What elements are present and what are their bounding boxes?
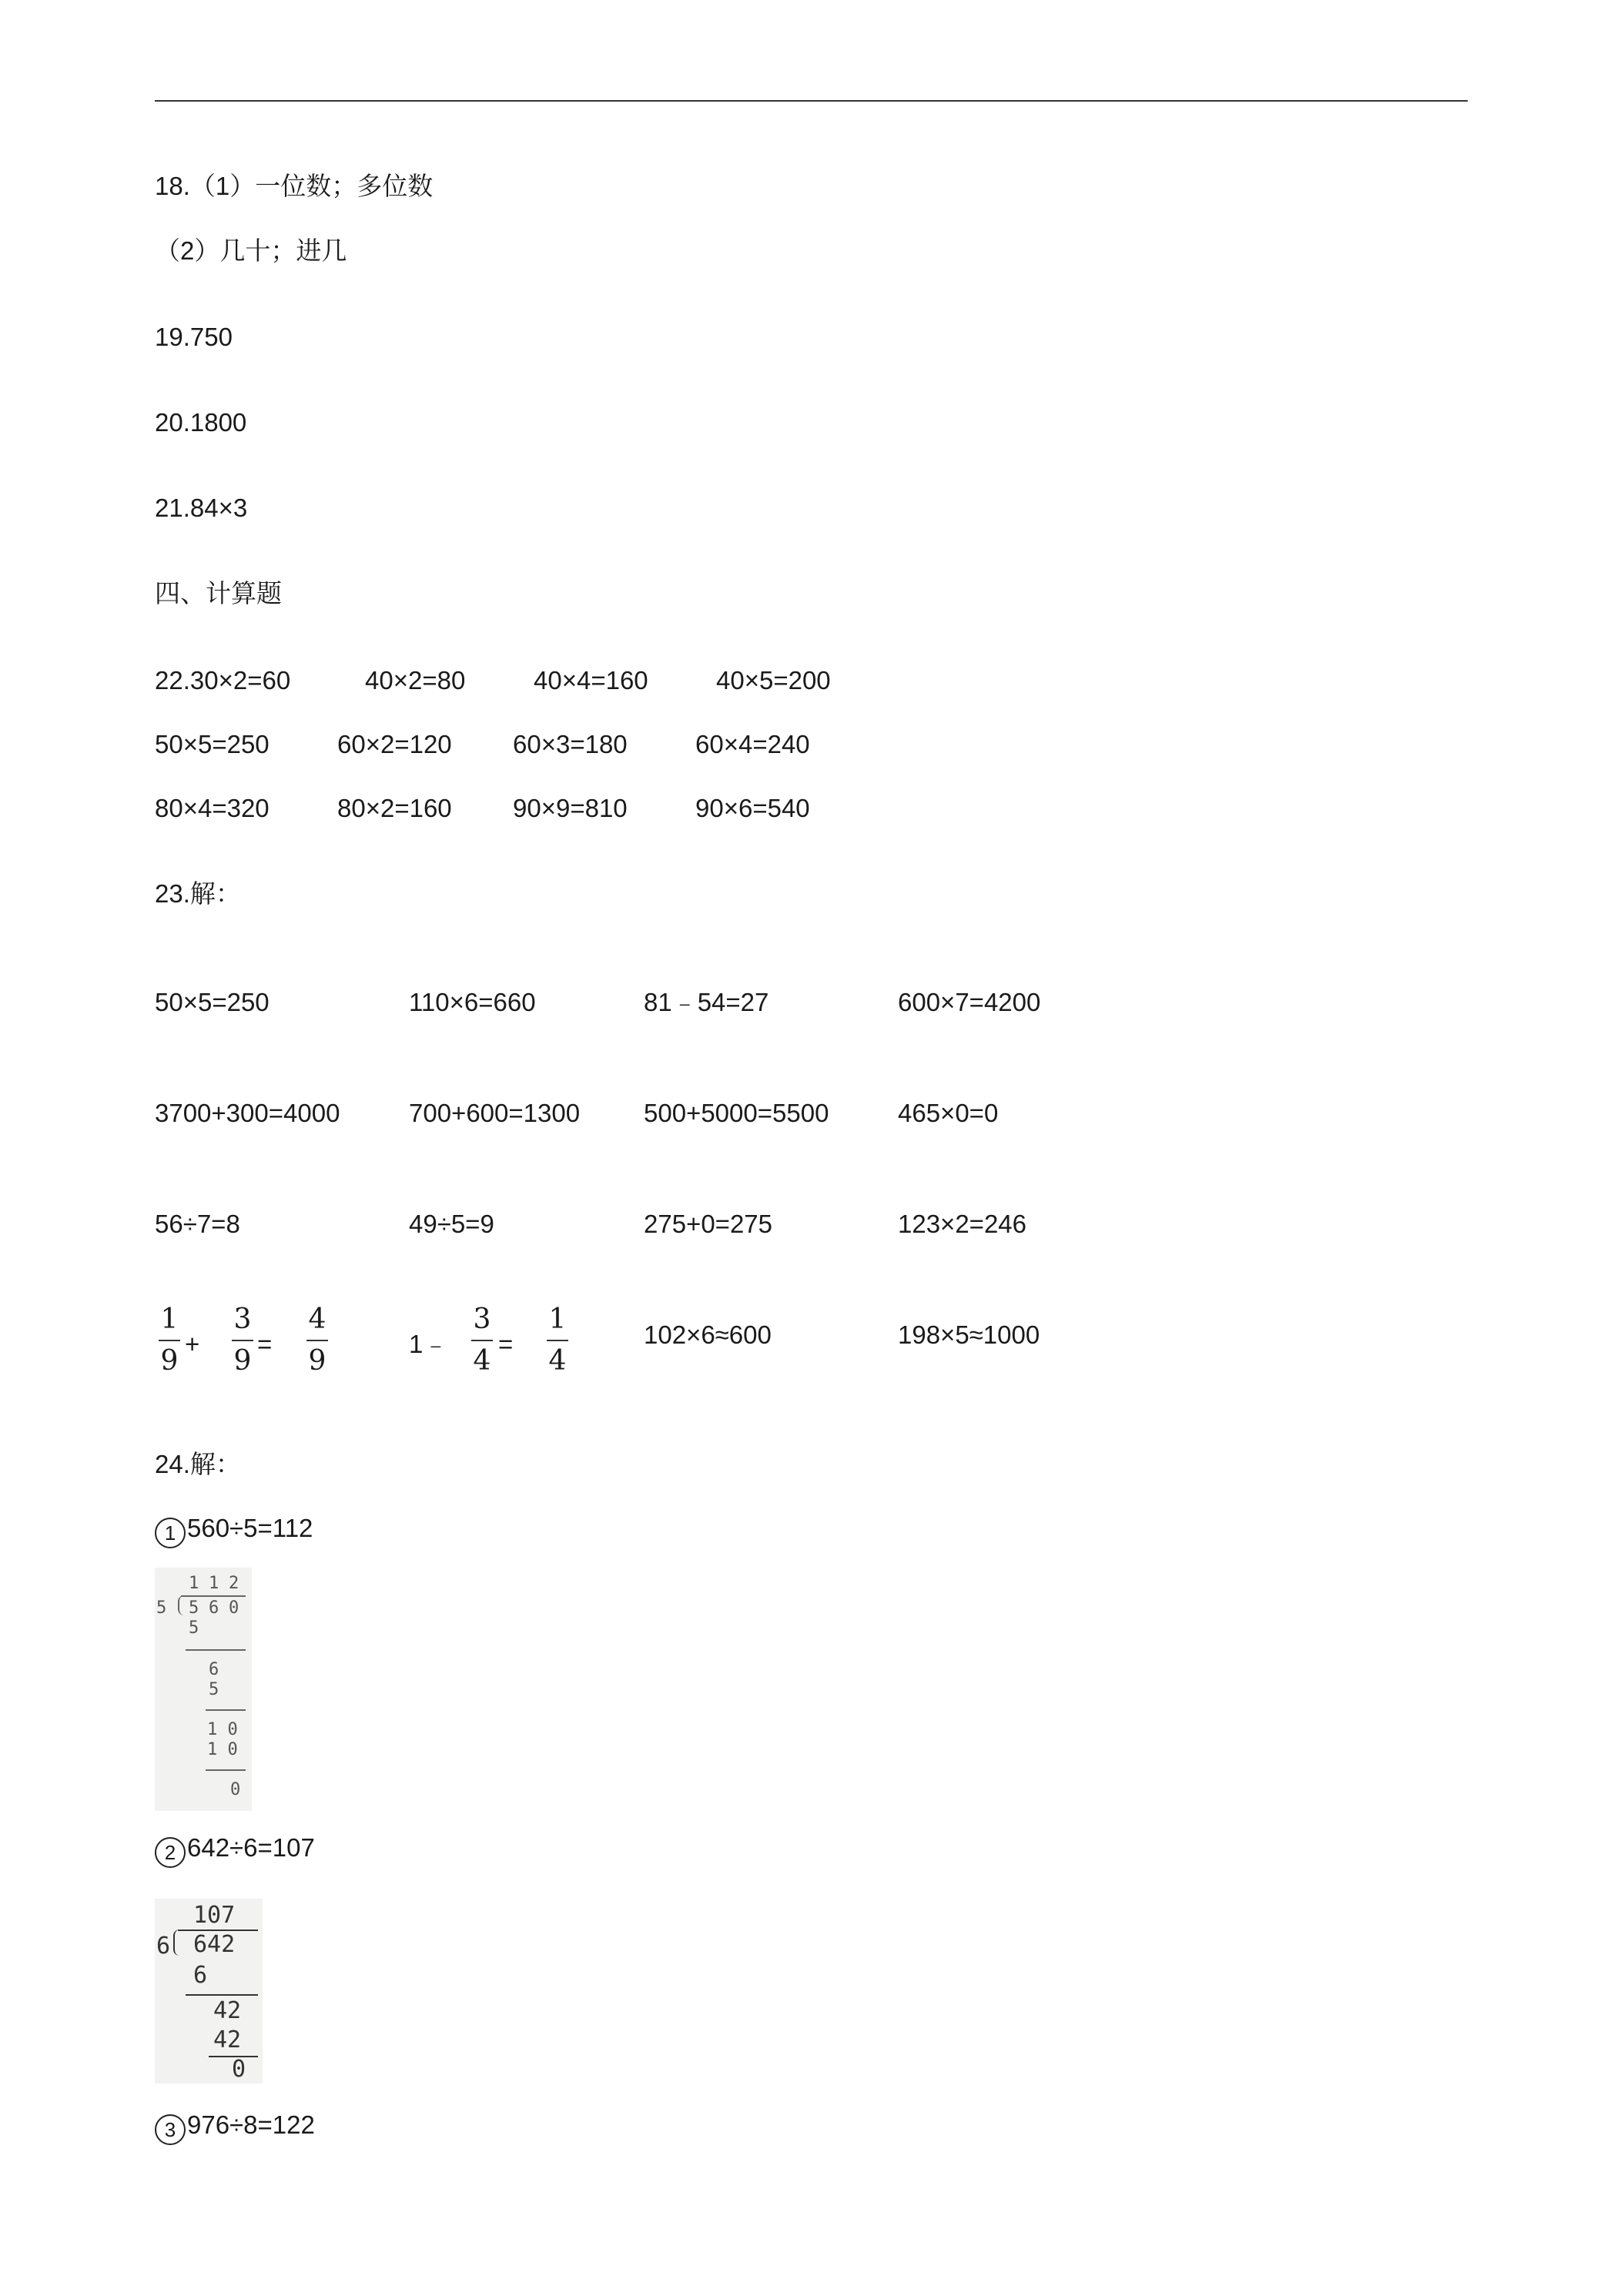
q23-cell: 123×2=246	[898, 1210, 1027, 1238]
q22-cell: 60×4=240	[695, 730, 810, 758]
fraction-numerator: 3	[233, 1304, 252, 1335]
fraction	[232, 1304, 253, 1378]
fraction-denominator: 4	[473, 1345, 491, 1377]
q22-cell: 60×2=120	[337, 730, 452, 758]
dividend: 642	[193, 1931, 236, 1958]
fraction-denominator: 9	[233, 1345, 252, 1377]
step-value: 5	[189, 1618, 199, 1638]
q22-cell: 60×3=180	[513, 730, 628, 758]
dividend-digit: 5	[189, 1598, 199, 1618]
fraction-bar	[232, 1340, 253, 1341]
q23-cell: 49÷5=9	[409, 1210, 494, 1238]
q22-cell: 40×2=80	[365, 666, 466, 694]
division-bracket	[173, 1930, 181, 1956]
dividend-digit: 0	[229, 1598, 239, 1618]
step-line	[206, 1709, 246, 1711]
fraction-denominator: 4	[548, 1345, 567, 1377]
quotient-digit: 2	[229, 1574, 239, 1593]
step-line	[186, 1994, 258, 1996]
fraction-numerator: 3	[473, 1304, 491, 1335]
fraction-numerator: 1	[548, 1304, 567, 1335]
q23-cell: 102×6≈600	[644, 1320, 772, 1349]
divisor: 6	[156, 1933, 171, 1960]
q23-cell: 275+0=275	[644, 1210, 773, 1238]
remainder: 0	[232, 2056, 246, 2083]
divisor: 5	[156, 1598, 167, 1618]
header-rule	[155, 100, 1468, 102]
remainder: 0	[230, 1780, 241, 1799]
q24-item-1	[155, 1513, 313, 1548]
step-line	[206, 1769, 246, 1771]
q23-cell: 3700+300=4000	[155, 1099, 340, 1127]
step-value: 6	[209, 1660, 219, 1679]
fraction-bar	[306, 1340, 328, 1341]
fraction-denominator: 9	[308, 1345, 326, 1377]
q22-cell: 50×5=250	[155, 730, 270, 758]
step-value: 5	[209, 1680, 219, 1699]
q23-cell: 81﹣54=27	[644, 988, 769, 1016]
q23-cell: 700+600=1300	[409, 1099, 581, 1127]
step-value: 42	[213, 2027, 242, 2053]
fraction-bar	[547, 1340, 568, 1341]
q22-cell: 90×9=810	[513, 794, 628, 822]
quotient-digit: 1	[189, 1574, 199, 1593]
q22-cell: 22.30×2=60	[155, 666, 291, 694]
equals-sign: =	[498, 1330, 514, 1358]
q24-item-3	[155, 2110, 315, 2145]
q24-item-text: 642÷6=107	[187, 1833, 315, 1862]
answer-19: 19.750	[155, 323, 233, 351]
q23-cell: 56÷7=8	[155, 1210, 240, 1238]
q24-item-2	[155, 1832, 315, 1868]
fraction-numerator: 1	[160, 1304, 179, 1335]
fraction-denominator: 9	[160, 1345, 179, 1377]
answer-18-part2: （2）几十；进几	[155, 236, 347, 265]
q24-label: 24.解：	[155, 1450, 241, 1478]
dividend-digit: 6	[209, 1598, 219, 1618]
fraction	[306, 1304, 328, 1378]
step-value: 6	[193, 1962, 208, 1989]
step-value: 1 0	[207, 1720, 238, 1739]
q22-cell: 40×4=160	[534, 666, 648, 694]
q23-label: 23.解：	[155, 879, 241, 908]
q22-cell: 40×5=200	[716, 666, 831, 694]
division-bar	[181, 1595, 246, 1597]
long-division-560-by-5	[155, 1568, 252, 1811]
equals-sign: =	[257, 1330, 273, 1358]
fraction-numerator: 4	[308, 1304, 326, 1335]
circled-number: 3	[155, 2114, 186, 2145]
circled-number: 2	[155, 1837, 186, 1868]
quotient-digit: 1	[209, 1574, 219, 1593]
q23-cell: 600×7=4200	[898, 988, 1041, 1016]
fraction	[159, 1304, 180, 1378]
quotient: 107	[193, 1902, 236, 1929]
plus-sign: +	[185, 1330, 200, 1358]
fraction	[471, 1304, 493, 1378]
fraction-bar	[159, 1340, 180, 1341]
answer-21: 21.84×3	[155, 494, 248, 522]
step-line	[186, 1649, 246, 1651]
section-heading: 四、计算题	[155, 579, 282, 607]
answer-18-part1: 18.（1）一位数；多位数	[155, 172, 434, 200]
q24-item-text: 560÷5=112	[187, 1514, 313, 1542]
q22-cell: 80×2=160	[337, 794, 452, 822]
division-bracket	[178, 1595, 184, 1615]
one-minus: 1﹣	[409, 1330, 449, 1358]
fraction	[547, 1304, 568, 1378]
q23-cell: 198×5≈1000	[898, 1320, 1040, 1349]
answer-20: 20.1800	[155, 408, 247, 437]
q23-cell: 50×5=250	[155, 988, 270, 1016]
q23-cell: 110×6=660	[409, 988, 536, 1016]
fraction-bar	[471, 1340, 493, 1341]
q23-cell: 500+5000=5500	[644, 1099, 829, 1127]
q22-cell: 80×4=320	[155, 794, 270, 822]
step-value: 1 0	[207, 1740, 238, 1759]
q23-cell: 465×0=0	[898, 1099, 999, 1127]
long-division-642-by-6	[155, 1899, 263, 2083]
q22-cell: 90×6=540	[695, 794, 810, 822]
q24-item-text: 976÷8=122	[187, 2110, 315, 2139]
step-value: 42	[213, 1997, 242, 2024]
circled-number: 1	[155, 1518, 186, 1548]
